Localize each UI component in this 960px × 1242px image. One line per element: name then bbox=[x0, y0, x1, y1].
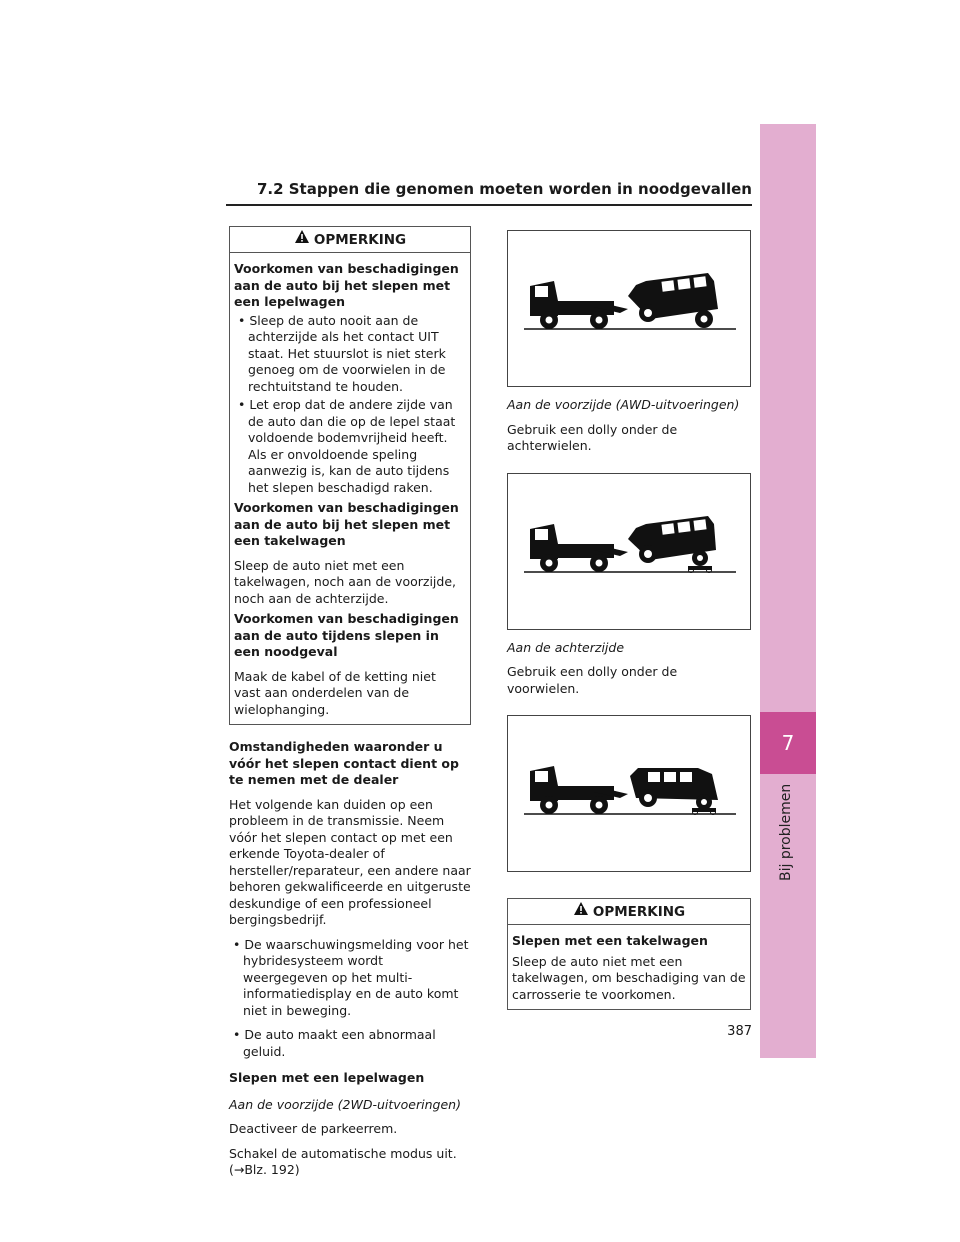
figure-tow-front-awd bbox=[507, 473, 751, 630]
chapter-label: Bij problemen bbox=[778, 784, 794, 882]
caption-rear: Aan de achterzijde bbox=[507, 639, 625, 655]
page-number: 387 bbox=[727, 1024, 752, 1039]
paragraph-dolly-rear: Gebruik een dolly onder de achterwielen. bbox=[507, 421, 678, 453]
notice-bullet-1: • Sleep de auto nooit aan de achterzijde als het contact UIT staat. Het stuurslot is niet sterk genoeg om de voorwielen in de rechtuitstand te houden. bbox=[238, 312, 446, 394]
notice-heading-2: Voorkomen van beschadigingen aan de auto bij het slepen met een takelwagen bbox=[234, 500, 459, 548]
chapter-side-tab bbox=[760, 124, 816, 1058]
chapter-number: 7 bbox=[760, 712, 816, 774]
notice-heading-3: Voorkomen van beschadigingen aan de auto tijdens slepen in een noodgeval bbox=[234, 611, 459, 659]
notice-bullet-2: • Let erop dat de andere zijde van de auto dan die op de lepel staat voldoende bodemvrijheid heeft. Als er onvoldoende speling aanwezig is, kan de auto tijdens het slepen beschadigd raken. bbox=[238, 397, 456, 495]
bullet-abnormal-sound: • De auto maakt een abnormaal geluid. bbox=[233, 1027, 436, 1059]
section-header: 7.2 Stappen die genomen moeten worden in noodgevallen bbox=[226, 180, 752, 206]
notice-heading-1: Voorkomen van beschadigingen aan de auto bij het slepen met een lepelwagen bbox=[234, 261, 459, 309]
notice-paragraph-3: Maak de kabel of de ketting niet vast aan onderdelen van de wielophanging. bbox=[234, 668, 436, 717]
paragraph-transmission: Het volgende kan duiden op een probleem in de transmissie. Neem vóór het slepen contact op met een erkende Toyota-dealer of hersteller/reparateur, een andere naar behoren gekwalificeerde en uitgeruste deskundige of een professioneel bergingsbedrijf. bbox=[229, 796, 471, 927]
paragraph-parking-brake: Deactiveer de parkeerrem. bbox=[229, 1121, 398, 1136]
left-column bbox=[229, 226, 471, 1179]
notice-paragraph-1: Sleep de auto niet met een takelwagen, om beschadiging van de carrosserie te voorkomen. bbox=[512, 953, 746, 1002]
right-column bbox=[507, 230, 751, 1024]
notice-title: OPMERKING bbox=[313, 232, 407, 248]
caption-front-awd: Aan de voorzijde (AWD-uitvoeringen) bbox=[507, 397, 740, 412]
bullet-warning-message: • De waarschuwingsmelding voor het hybridesysteem wordt weergegeven op het multi-informatiedisplay en de auto komt niet in beweging. bbox=[233, 936, 469, 1018]
figure-tow-front-2wd bbox=[507, 230, 751, 387]
paragraph-auto-mode: Schakel de automatische modus uit. (→Blz. 192) bbox=[229, 1145, 457, 1177]
paragraph-dolly-front: Gebruik een dolly onder de voorwielen. bbox=[507, 664, 678, 696]
notice-body bbox=[508, 925, 750, 1009]
warning-icon bbox=[294, 227, 310, 253]
notice-heading-1: Slepen met een takelwagen bbox=[512, 933, 708, 948]
figure-tow-rear bbox=[507, 715, 751, 872]
notice-title: OPMERKING bbox=[592, 904, 686, 920]
tow-truck-dolly-rear-illustration bbox=[508, 474, 752, 631]
notice-box-top bbox=[229, 226, 471, 725]
tow-truck-rear-lift-illustration bbox=[508, 716, 752, 873]
warning-icon bbox=[573, 899, 589, 925]
subheading-dealer: Omstandigheden waaronder u vóór het slepen contact dient op te nemen met de dealer bbox=[229, 739, 459, 787]
tow-truck-illustration bbox=[508, 231, 752, 388]
notice-body bbox=[230, 253, 470, 724]
notice-box-bottom bbox=[507, 898, 751, 1010]
notice-header bbox=[508, 899, 750, 925]
notice-paragraph-2: Sleep de auto niet met een takelwagen, noch aan de voorzijde, noch aan de achterzijde. bbox=[234, 557, 456, 606]
italic-front-2wd: Aan de voorzijde (2WD-uitvoeringen) bbox=[229, 1096, 461, 1112]
subheading-wheel-lift: Slepen met een lepelwagen bbox=[229, 1070, 425, 1085]
notice-header bbox=[230, 227, 470, 253]
